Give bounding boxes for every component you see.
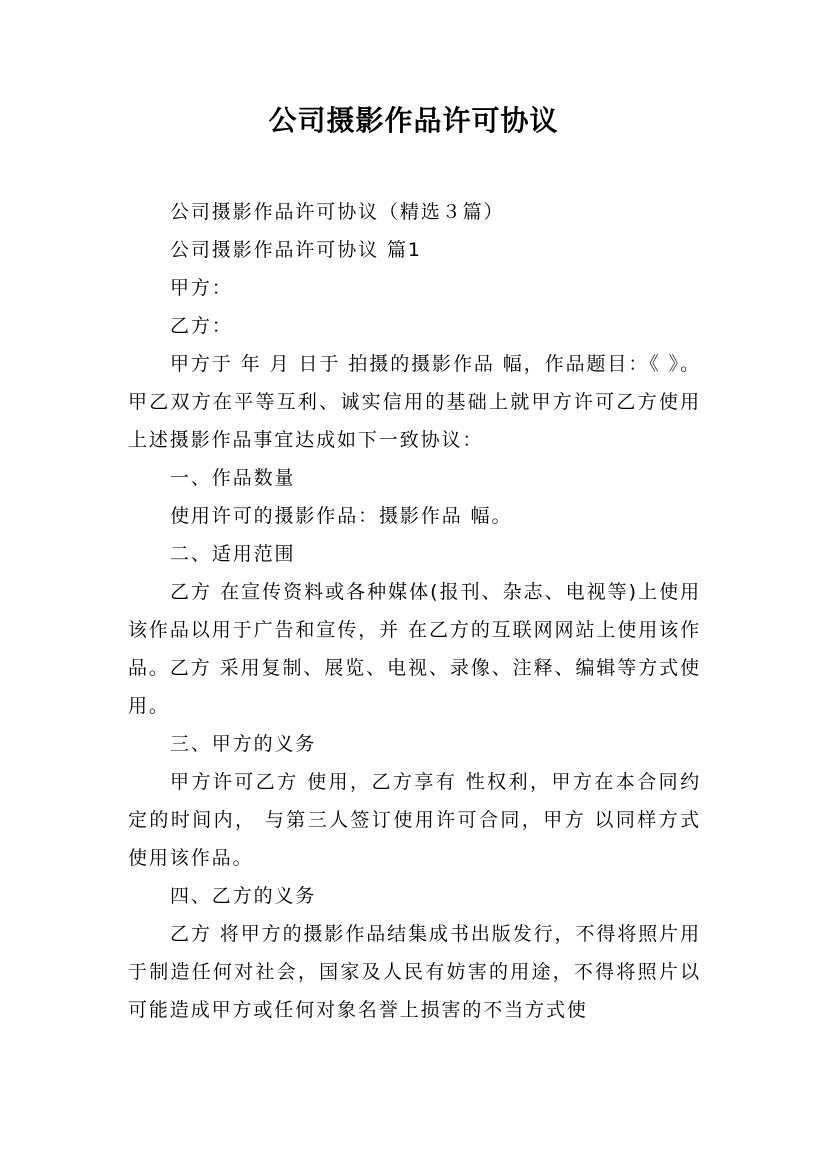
paragraph: 乙方 在宣传资料或各种媒体(报刊、杂志、电视等)上使用该作品以用于广告和宣传，并 在乙方的互联网网站上使用该作品。乙方 采用复制、展览、电视、录像、注释、编辑等方式使用。 — [128, 581, 701, 717]
paragraph: 甲方： — [170, 277, 233, 299]
document-title: 公司摄影作品许可协议 — [268, 104, 559, 137]
section-heading: 二、适用范围 — [170, 543, 296, 565]
paragraph: 乙方 将甲方的摄影作品结集成书出版发行，不得将照片用于制造任何对社会，国家及人民有妨害的用途，不得将照片以可能造成甲方或任何对象名誉上损害的不当方式使 — [128, 923, 701, 1021]
section-heading: 一、作品数量 — [170, 467, 296, 489]
section-heading: 四、乙方的义务 — [170, 885, 317, 907]
document-body — [128, 193, 701, 1029]
paragraph: 甲方许可乙方 使用，乙方享有 性权利，甲方在本合同约定的时间内， 与第三人签订使用许可合同，甲方 以同样方式使用该作品。 — [128, 771, 701, 869]
section-heading: 三、甲方的义务 — [170, 733, 317, 755]
paragraph: 公司摄影作品许可协议（精选３篇） — [170, 201, 505, 223]
paragraph: 甲方于 年 月 日于 拍摄的摄影作品 幅，作品题目：《 》。甲乙双方在平等互利、诚实信用的基础上就甲方许可乙方使用上述摄影作品事宜达成如下一致协议： — [128, 353, 701, 451]
paragraph: 使用许可的摄影作品：摄影作品 幅。 — [170, 505, 513, 527]
paragraph: 公司摄影作品许可协议 篇1 — [170, 239, 422, 261]
paragraph: 乙方： — [170, 315, 233, 337]
